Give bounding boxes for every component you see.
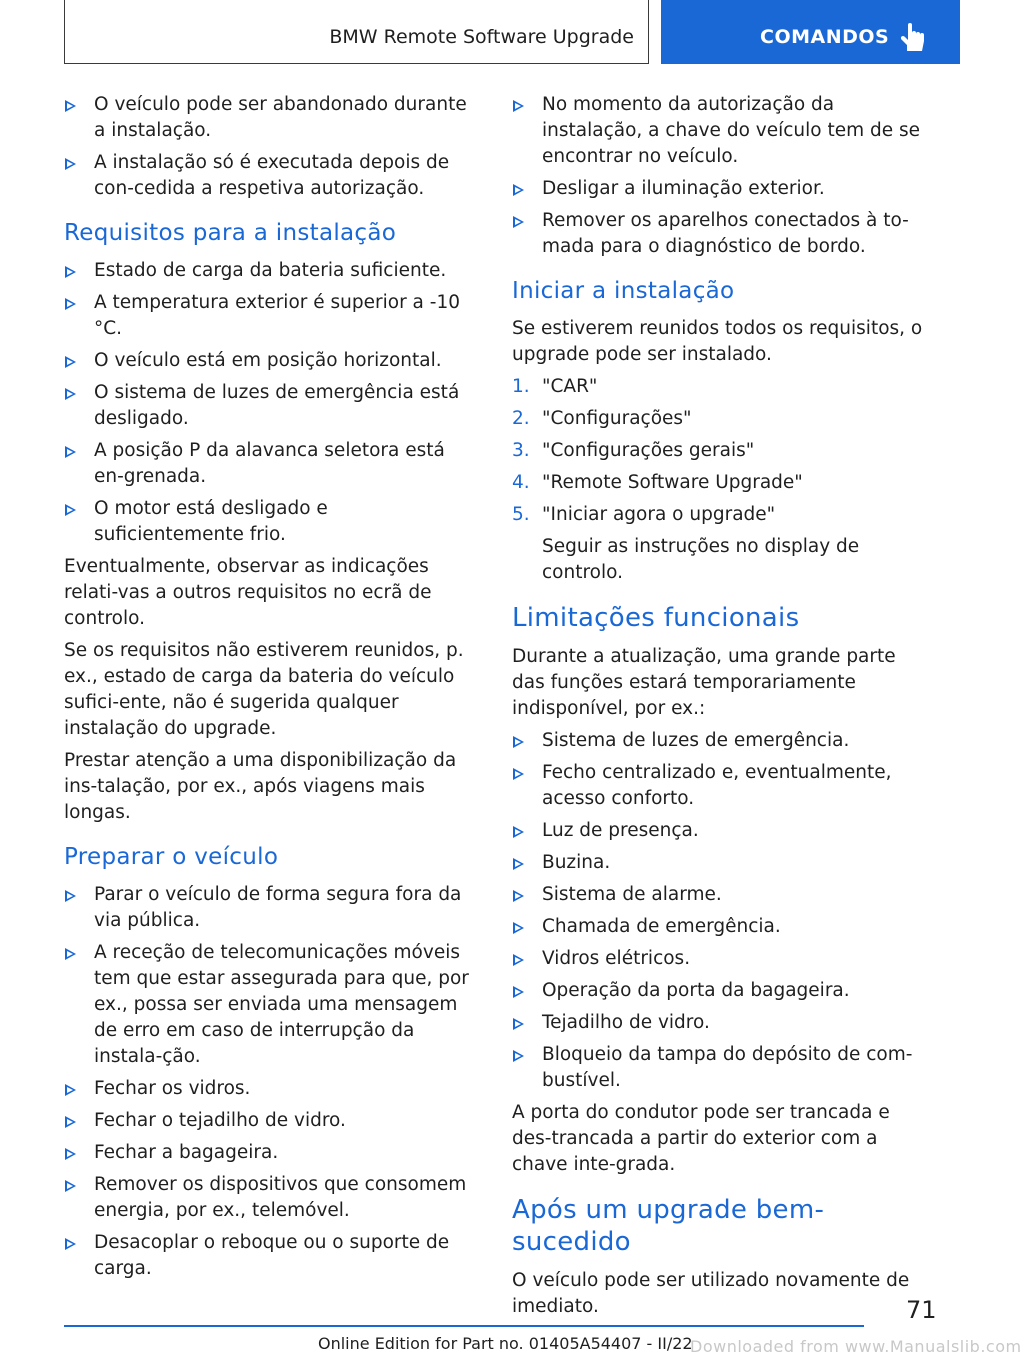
list-item: Remover os aparelhos conectados à to-mada para o diagnóstico de bordo. [512,208,932,260]
page-number: 71 [906,1296,937,1324]
triangle-bullet-icon [513,858,524,870]
numbered-step: 5. "Iniciar agora o upgrade" [512,504,776,525]
triangle-bullet-icon [65,356,76,368]
triangle-bullet-icon [65,1084,76,1096]
triangle-bullet-icon [513,922,524,934]
chapter-tab [661,0,960,64]
triangle-bullet-icon [513,184,524,196]
triangle-bullet-icon [513,954,524,966]
list-item: O sistema de luzes de emergência está desligado. [64,380,480,432]
numbered-step: 2. "Configurações" [512,408,692,429]
list-item: Bloqueio da tampa do depósito de com-bustível. [512,1042,932,1094]
list-item: Fechar o tejadilho de vidro. [64,1108,480,1134]
triangle-bullet-icon [65,388,76,400]
triangle-bullet-icon [65,298,76,310]
triangle-bullet-icon [65,1180,76,1192]
triangle-bullet-icon [513,1050,524,1062]
footer-divider [64,1325,864,1327]
list-item: Remover os dispositivos que consomem energia, por ex., telemóvel. [64,1172,480,1224]
right-column [512,92,932,1326]
pointing-hand-icon [898,21,928,55]
triangle-bullet-icon [65,446,76,458]
list-item: No momento da autorização da instalação, a chave do veículo tem de se encontrar no veículo. [512,92,932,170]
step-note: Seguir as instruções no display de controlo. [542,536,860,583]
triangle-bullet-icon [65,504,76,516]
section-heading-limitacoes: Limitações funcionais [512,603,800,633]
list-item: A posição P da alavanca seletora está en-grenada. [64,438,480,490]
paragraph: Se estiverem reunidos todos os requisitos, o upgrade pode ser instalado. [512,318,923,365]
list-item: Sistema de alarme. [512,882,932,908]
section-heading-preparar: Preparar o veículo [64,844,279,870]
paragraph: Se os requisitos não estiverem reunidos, p. ex., estado de carga da bateria do veículo sufici-ente, não é sugerida qualquer instalação do upgrade. [64,640,464,739]
list-item: Operação da porta da bagageira. [512,978,932,1004]
triangle-bullet-icon [513,100,524,112]
triangle-bullet-icon [513,826,524,838]
left-column [64,92,480,1288]
numbered-step: 4. "Remote Software Upgrade" [512,472,803,493]
numbered-step: 1. "CAR" [512,376,598,397]
list-item: Fecho centralizado e, eventualmente, acesso conforto. [512,760,932,812]
list-item: O veículo está em posição horizontal. [64,348,480,374]
section-heading-apos: Após um upgrade bem-sucedido [512,1195,825,1257]
list-item: Estado de carga da bateria suficiente. [64,258,480,284]
paragraph: A porta do condutor pode ser trancada e des-trancada a partir do exterior com a chave inte-grada. [512,1102,890,1175]
list-item: A instalação só é executada depois de con-cedida a respetiva autorização. [64,150,480,202]
list-item: Sistema de luzes de emergência. [512,728,932,754]
chapter-tab-label: COMANDOS [760,26,890,48]
triangle-bullet-icon [513,1018,524,1030]
triangle-bullet-icon [65,266,76,278]
triangle-bullet-icon [65,100,76,112]
list-item: Luz de presença. [512,818,932,844]
list-item: Fechar a bagageira. [64,1140,480,1166]
running-header [64,0,649,64]
triangle-bullet-icon [513,768,524,780]
list-item: Desligar a iluminação exterior. [512,176,932,202]
triangle-bullet-icon [513,890,524,902]
triangle-bullet-icon [65,1238,76,1250]
triangle-bullet-icon [65,1116,76,1128]
section-heading-requisitos: Requisitos para a instalação [64,220,397,246]
paragraph: Durante a atualização, uma grande parte das funções estará temporariamente indisponível, por ex.: [512,646,896,719]
list-item: O motor está desligado e suficientemente frio. [64,496,480,548]
triangle-bullet-icon [513,736,524,748]
triangle-bullet-icon [513,986,524,998]
list-item: Parar o veículo de forma segura fora da via pública. [64,882,480,934]
list-item: Vidros elétricos. [512,946,932,972]
list-item: Fechar os vidros. [64,1076,480,1102]
triangle-bullet-icon [513,216,524,228]
edition-note: Online Edition for Part no. 01405A54407 - II/22 [318,1334,693,1353]
list-item: Desacoplar o reboque ou o suporte de carga. [64,1230,480,1282]
triangle-bullet-icon [65,948,76,960]
triangle-bullet-icon [65,890,76,902]
watermark: Downloaded from www.Manualslib.com [690,1337,1022,1356]
list-item: A receção de telecomunicações móveis tem que estar assegurada para que, por ex., possa ser enviada uma mensagem de erro em caso de interrupção da instala-ção. [64,940,480,1070]
manual-section-title: BMW Remote Software Upgrade [329,26,634,48]
list-item: Chamada de emergência. [512,914,932,940]
paragraph: O veículo pode ser utilizado novamente de imediato. [512,1270,910,1317]
paragraph: Prestar atenção a uma disponibilização da ins-talação, por ex., após viagens mais longas. [64,750,457,823]
list-item: Buzina. [512,850,932,876]
triangle-bullet-icon [65,158,76,170]
list-item: Tejadilho de vidro. [512,1010,932,1036]
list-item: O veículo pode ser abandonado durante a instalação. [64,92,480,144]
triangle-bullet-icon [65,1148,76,1160]
section-heading-iniciar: Iniciar a instalação [512,278,735,304]
list-item: A temperatura exterior é superior a -10 °C. [64,290,480,342]
paragraph: Eventualmente, observar as indicações relati-vas a outros requisitos no ecrã de controlo. [64,556,432,629]
numbered-step: 3. "Configurações gerais" [512,440,755,461]
